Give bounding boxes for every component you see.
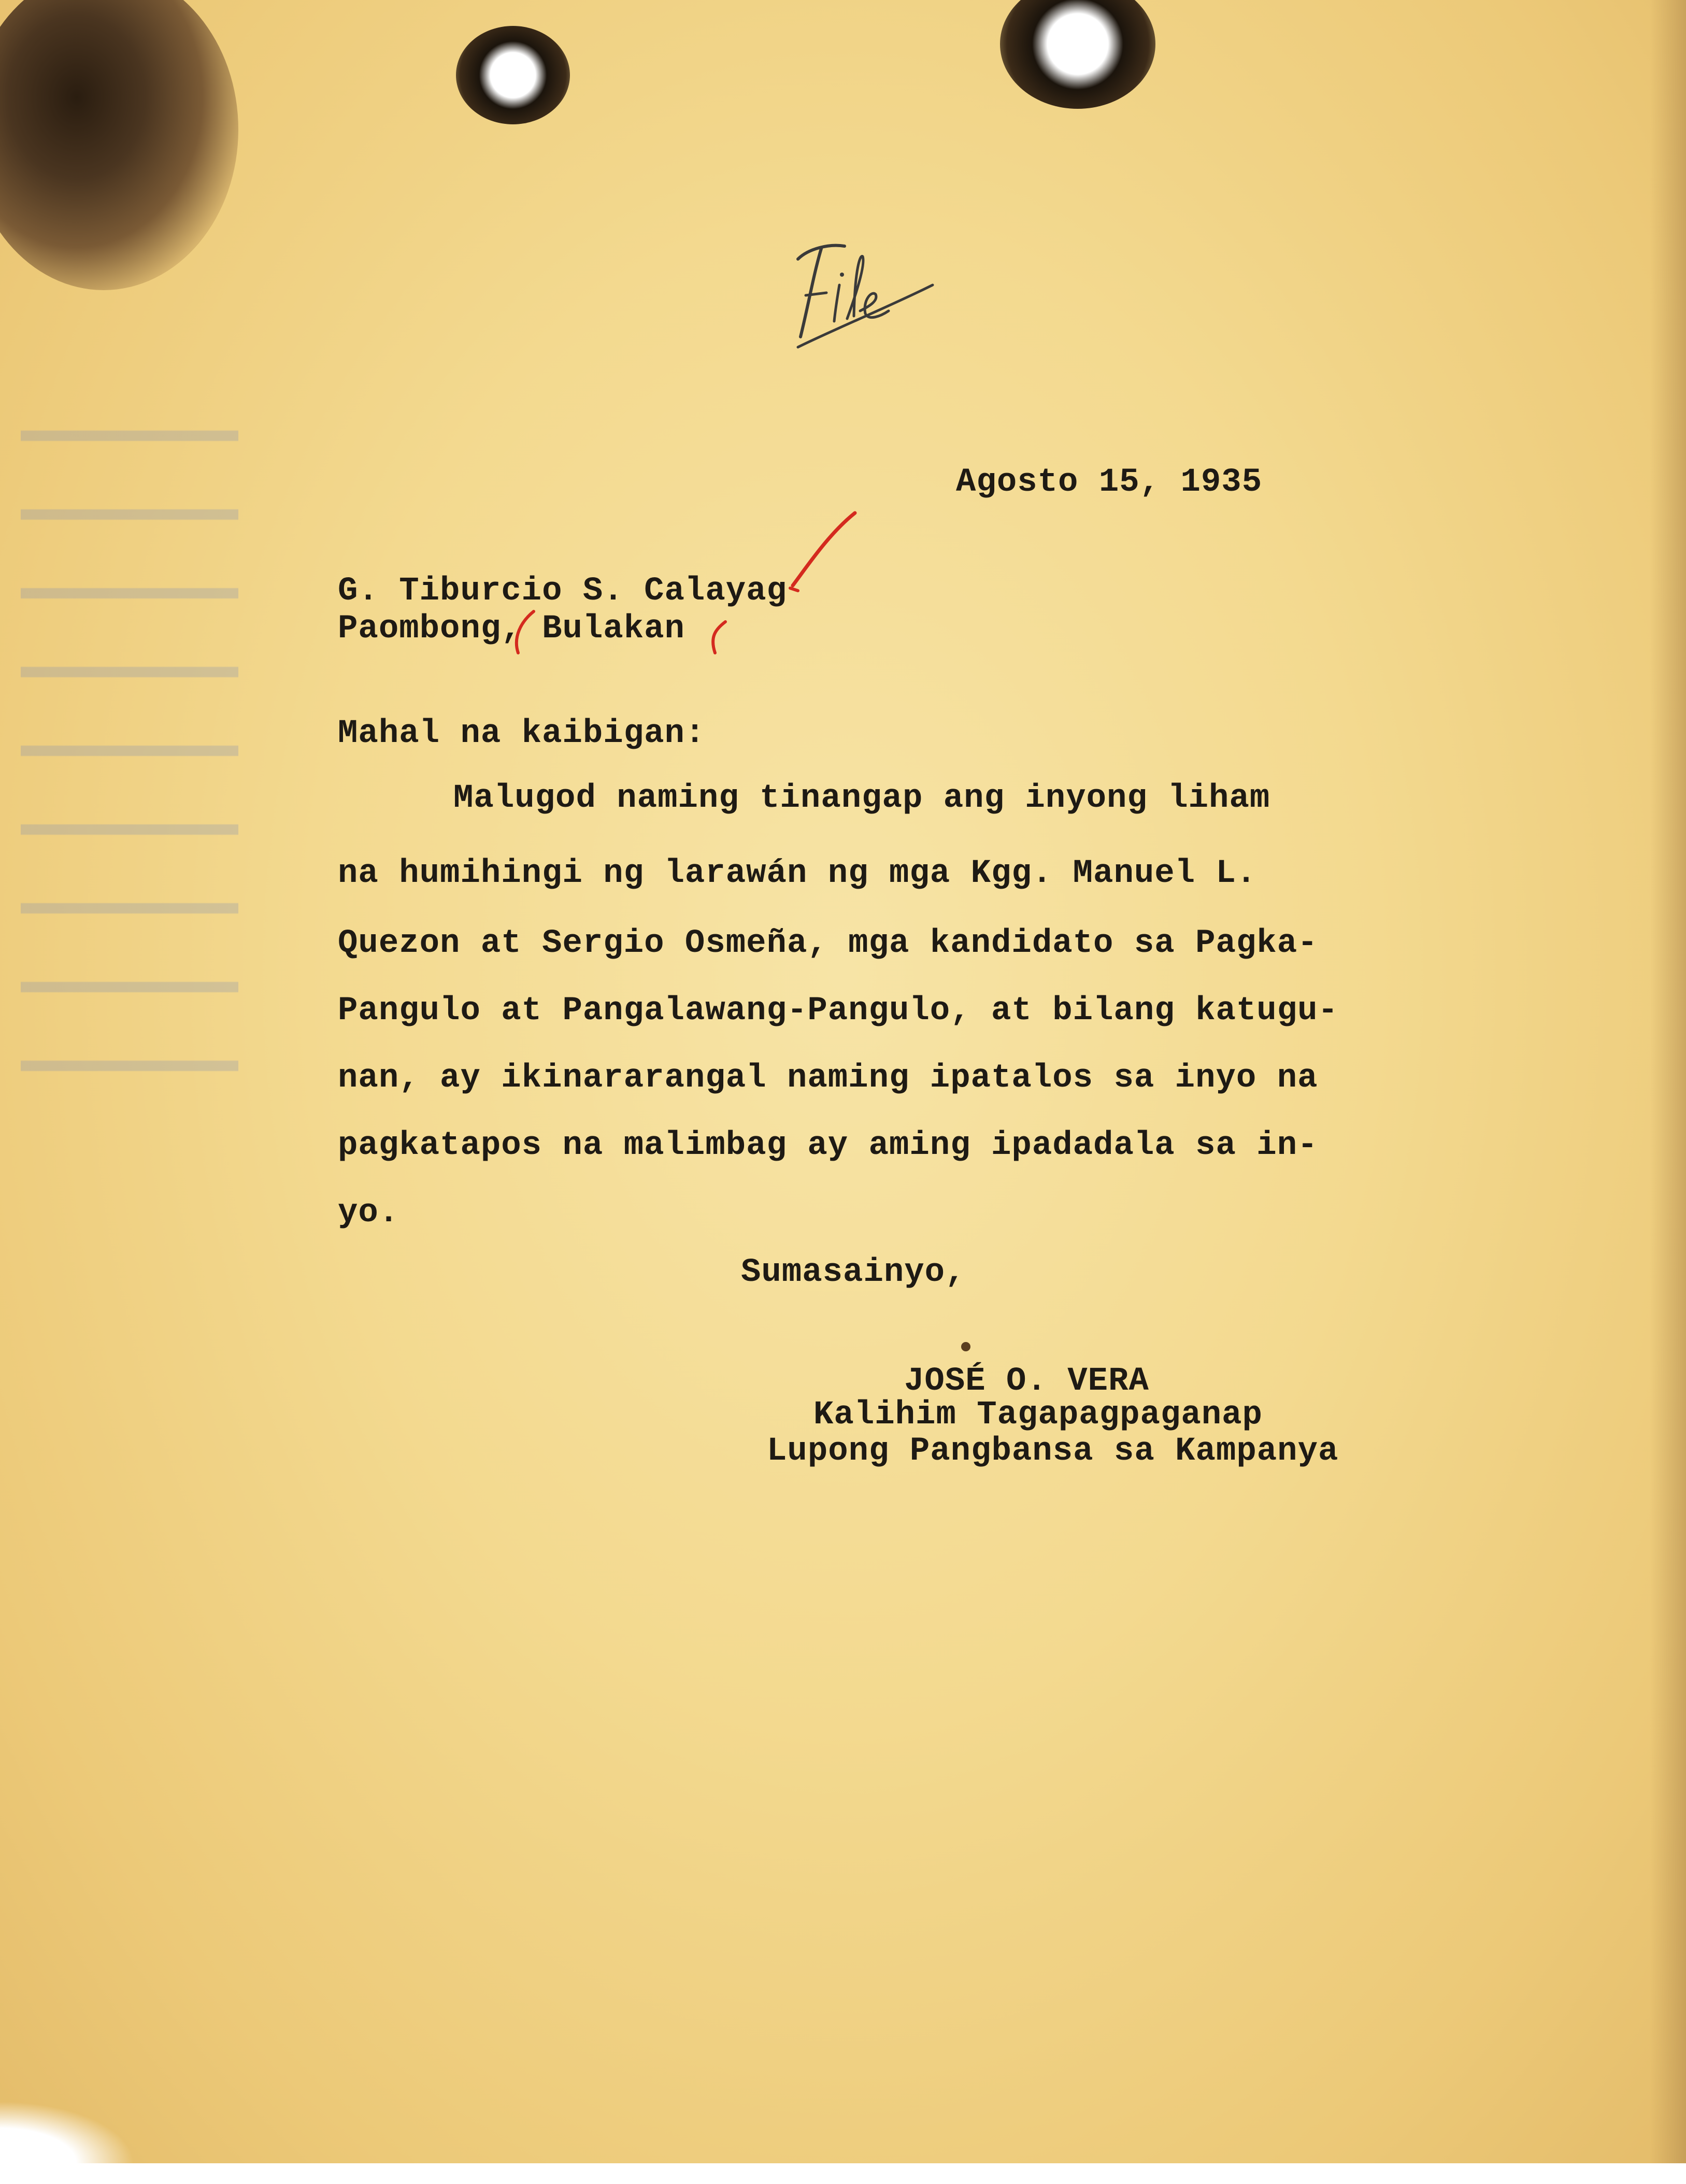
body-line: pagkatapos na malimbag ay aming ipadadala sa in- [338, 1127, 1318, 1164]
salutation: Mahal na kaibigan: [338, 715, 706, 752]
body-line: yo. [338, 1194, 399, 1232]
bleed-through-marks [21, 363, 238, 1088]
body-line: nan, ay ikinararangal naming ipatalos sa inyo na [338, 1060, 1318, 1097]
punch-hole-left [456, 26, 570, 124]
closing: Sumasainyo, [741, 1254, 966, 1291]
recipient-name: G. Tiburcio S. Calayag [338, 573, 787, 610]
torn-corner [0, 2101, 135, 2163]
body-line: na humihingi ng larawán ng mga Kgg. Manuel L. [338, 855, 1257, 892]
red-pencil-checkmarks [497, 503, 891, 658]
ink-dot [961, 1342, 970, 1351]
signatory-organization: Lupong Pangbansa sa Kampanya [767, 1433, 1339, 1470]
body-line: Pangulo at Pangalawang-Pangulo, at bilang katugu- [338, 992, 1338, 1030]
recipient-address: Paombong, Bulakan [338, 610, 685, 648]
signatory-title: Kalihim Tagapagpaganap [813, 1396, 1263, 1434]
handwritten-file-note [736, 228, 953, 363]
body-line: Malugod naming tinangap ang inyong liham [453, 780, 1270, 817]
letter-date: Agosto 15, 1935 [956, 464, 1263, 501]
body-line: Quezon at Sergio Osmeña, mga kandidato sa Pagka- [338, 925, 1318, 962]
burn-stain [0, 0, 238, 290]
signatory-name: JOSÉ O. VERA [904, 1363, 1149, 1400]
paper-edge-shadow [1650, 0, 1686, 2163]
punch-hole-right [1000, 0, 1155, 109]
